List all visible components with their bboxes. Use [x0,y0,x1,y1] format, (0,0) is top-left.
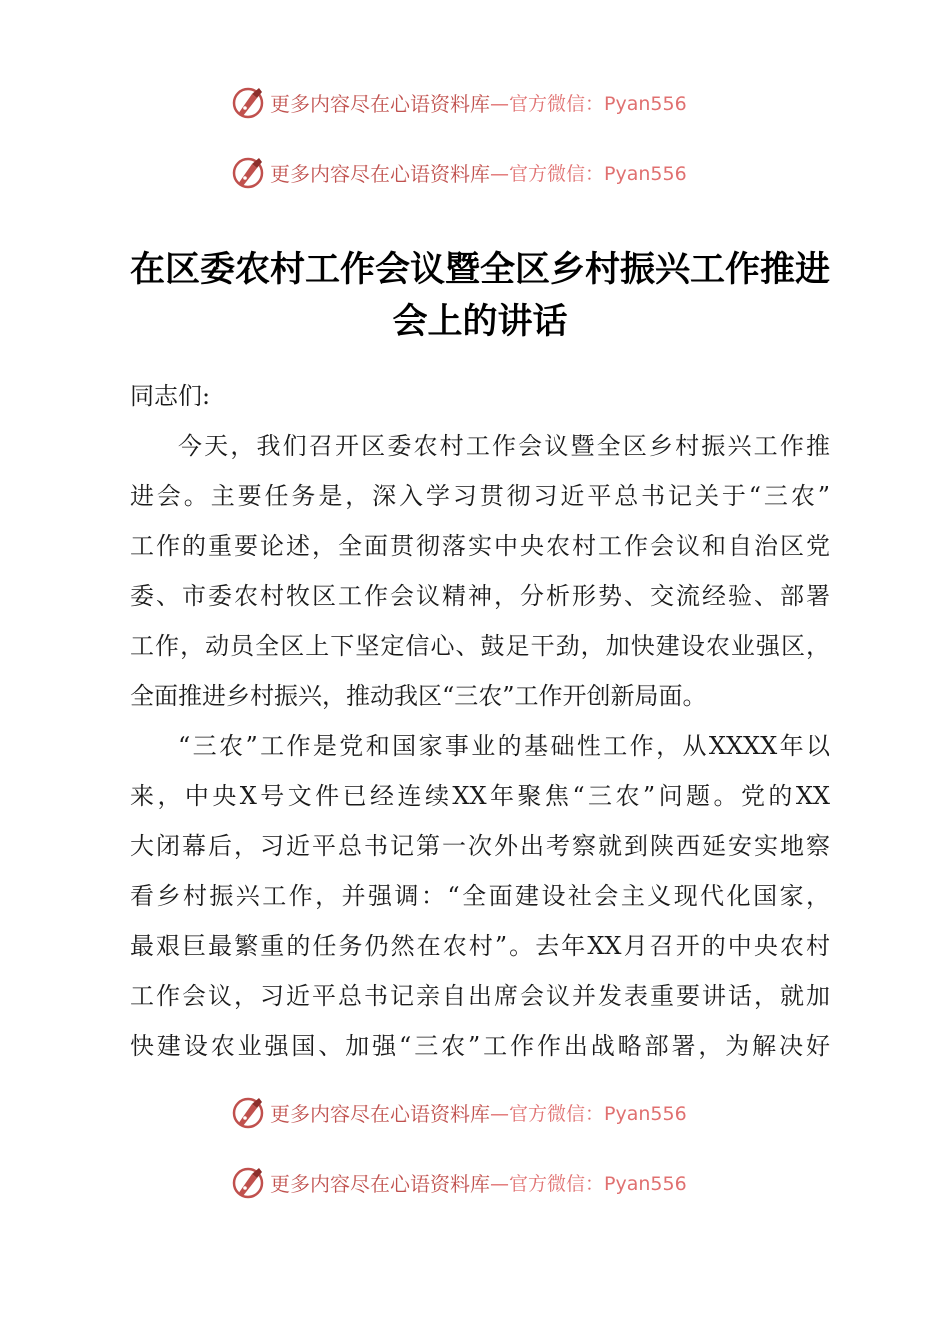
watermark-sub-text: —官方微信：Pyan556 [490,162,687,185]
watermark-banner [230,84,687,120]
watermark-sub-text: —官方微信：Pyan556 [490,1172,687,1195]
paragraph-line: 工作，动员全区上下坚定信心、鼓足干劲，加快建设农业强区， [130,632,830,660]
watermark-sub-text: —官方微信：Pyan556 [490,92,687,115]
watermark-main-text: 更多内容尽在心语资料库 [270,1101,490,1126]
paragraph-line: 委、市委农村牧区工作会议精神，分析形势、交流经验、部署 [130,582,830,610]
watermark-main-text: 更多内容尽在心语资料库 [270,161,490,186]
document-title [110,244,850,348]
title-line-2: 会上的讲话 [392,302,568,342]
paragraph-line: 工作会议，习近平总书记亲自出席会议并发表重要讲话，就加 [130,982,830,1010]
paragraph-line: 最艰巨最繁重的任务仍然在农村”。去年XX月召开的中央农村 [130,932,830,960]
title-line-1: 在区委农村工作会议暨全区乡村振兴工作推进 [129,250,830,290]
watermark-banner [230,1094,687,1130]
paragraph-line: 今天，我们召开区委农村工作会议暨全区乡村振兴工作推 [178,432,830,460]
paragraph-line: 快建设农业强国、加强“三农”工作作出战略部署，为解决好 [130,1032,830,1060]
paragraph-line: “三农”工作是党和国家事业的基础性工作，从XXXX年以 [178,732,830,760]
pen-logo-icon [230,1094,266,1130]
watermark-main-text: 更多内容尽在心语资料库 [270,91,490,116]
pen-logo-icon [230,154,266,190]
watermark-banner [230,154,687,190]
watermark-sub-text: —官方微信：Pyan556 [490,1102,687,1125]
pen-logo-icon [230,84,266,120]
watermark-banner [230,1164,687,1200]
watermark-main-text: 更多内容尽在心语资料库 [270,1171,490,1196]
paragraph-line: 看乡村振兴工作，并强调：“全面建设社会主义现代化国家， [130,882,830,910]
paragraph-line: 来，中央X号文件已经连续XX年聚焦“三农”问题。党的XX [130,782,830,810]
paragraph-line: 大闭幕后，习近平总书记第一次外出考察就到陕西延安实地察 [130,832,830,860]
pen-logo-icon [230,1164,266,1200]
paragraph-line: 全面推进乡村振兴，推动我区“三农”工作开创新局面。 [130,682,707,710]
paragraph-line: 工作的重要论述，全面贯彻落实中央农村工作会议和自治区党 [130,532,830,560]
paragraph-line: 进会。主要任务是，深入学习贯彻习近平总书记关于“三农” [130,482,830,510]
salutation: 同志们: [130,382,211,410]
